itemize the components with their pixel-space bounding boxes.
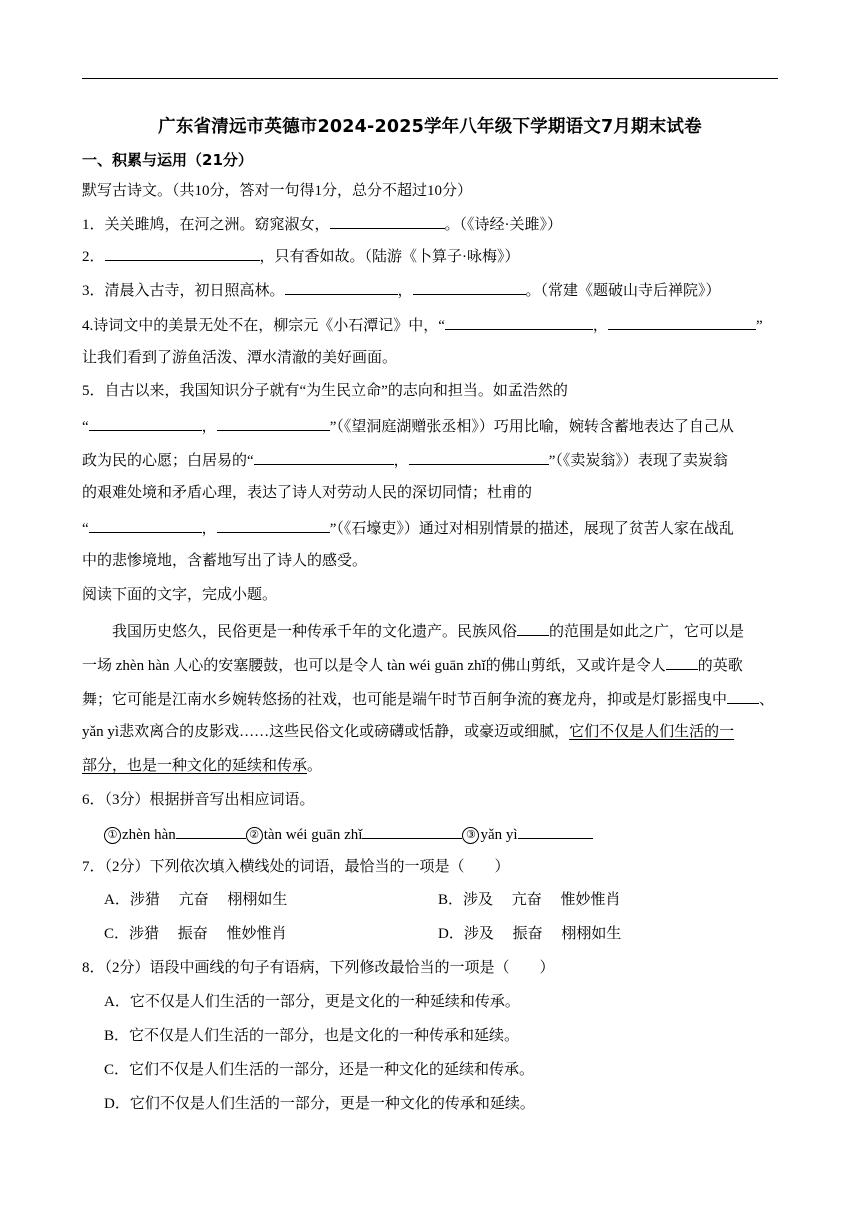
passage-text: yǎn yì悲欢离合的皮影戏……这些民俗文化或磅礴或恬静，或豪迈或细腻，	[82, 724, 570, 740]
q7-option-a[interactable]: A．涉猎 亢奋 栩栩如生	[104, 892, 288, 908]
passage-line-1	[112, 620, 744, 642]
q5-line-3	[82, 449, 728, 471]
answer-blank[interactable]	[413, 279, 526, 295]
answer-blank[interactable]	[217, 517, 330, 533]
passage-line-3	[82, 688, 774, 710]
passage-blank[interactable]	[517, 620, 549, 636]
reading-instructions: 阅读下面的文字，完成小题。	[82, 587, 278, 603]
underlined-sentence: 它们不仅是人们生活的一	[569, 724, 735, 740]
q5-line-2	[82, 415, 734, 437]
q4-continuation: 让我们看到了游鱼活泼、潭水清澈的美好画面。	[82, 350, 398, 366]
number-2-icon: ②	[246, 827, 263, 844]
passage-text: 一场 zhèn hàn 人心的安塞腰鼓，也可以是令人 tàn wéi guān zhǐ的佛山剪纸，又或许是令人	[82, 658, 666, 674]
q4-text: 4.诗词文中的美景无处不在，柳宗元《小石潭记》中，“	[82, 318, 445, 334]
passage-blank[interactable]	[727, 688, 759, 704]
q8-option-d[interactable]: D．它们不仅是人们生活的一部分，更是一种文化的传承和延续。	[104, 1096, 535, 1112]
q6-items	[104, 823, 593, 845]
pinyin: zhèn hàn	[122, 827, 176, 843]
q5-text: 政为民的心愿；白居易的“	[82, 453, 254, 469]
open-quote: “	[82, 521, 89, 537]
q8-option-c[interactable]: C．它们不仅是人们生活的一部分，还是一种文化的延续和传承。	[104, 1062, 535, 1078]
passage-text: 的英歌	[697, 658, 743, 674]
comma: ，	[201, 419, 217, 435]
passage-line-2	[82, 654, 743, 676]
answer-blank[interactable]	[217, 415, 330, 431]
question-5: 5．自古以来，我国知识分子就有“为生民立命”的志向和担当。如孟浩然的	[82, 383, 568, 399]
passage-line-4	[82, 722, 734, 742]
answer-blank[interactable]	[608, 314, 756, 330]
answer-blank[interactable]	[518, 823, 593, 839]
answer-blank[interactable]	[362, 823, 462, 839]
question-4	[82, 314, 763, 336]
q5-text: ”（《石壕吏》）通过对相别情景的描述，展现了贫苦人家在战乱	[329, 521, 734, 537]
q5-line-4: 的艰难处境和矛盾心理，表达了诗人对劳动人民的深切同情；杜甫的	[82, 485, 533, 501]
passage-blank[interactable]	[666, 654, 698, 670]
answer-blank[interactable]	[254, 449, 394, 465]
section-heading: 一、积累与运用（21分）	[82, 151, 253, 169]
open-quote: “	[82, 419, 89, 435]
q5-line-5	[82, 517, 734, 539]
q8-option-b[interactable]: B．它不仅是人们生活的一部分，也是文化的一种传承和延续。	[104, 1028, 520, 1044]
answer-blank[interactable]	[105, 245, 260, 261]
passage-text: 的范围是如此之广，它可以是	[549, 624, 745, 640]
q1-source: 。（《诗经·关雎》）	[444, 217, 563, 233]
comma: ，	[393, 453, 409, 469]
comma: ，	[397, 283, 413, 299]
q5-text: ”（《卖炭翁》）表现了卖炭翁	[548, 453, 728, 469]
q8-option-a[interactable]: A．它不仅是人们生活的一部分，更是文化的一种延续和传承。	[104, 994, 520, 1010]
pinyin: yǎn yì	[480, 827, 518, 843]
question-1	[82, 213, 562, 235]
passage-text: 我国历史悠久，民俗更是一种传承千年的文化遗产。民族风俗	[112, 624, 518, 640]
answer-blank[interactable]	[330, 213, 445, 229]
q5-line-6: 中的悲惨境地，含蓄地写出了诗人的感受。	[82, 553, 368, 569]
header-rule	[82, 78, 778, 79]
answer-blank[interactable]	[445, 314, 593, 330]
instructions: 默写古诗文。（共10分，答对一句得1分，总分不超过10分）	[82, 183, 473, 199]
q2-number: 2．	[82, 249, 105, 265]
comma: ，	[592, 318, 608, 334]
question-7: 7．（2分）下列依次填入横线处的词语，最恰当的一项是（ ）	[82, 859, 510, 875]
number-3-icon: ③	[462, 827, 479, 844]
q3-text: 3．清晨入古寺，初日照高林。	[82, 283, 285, 299]
answer-blank[interactable]	[89, 415, 202, 431]
answer-blank[interactable]	[176, 823, 246, 839]
q5-text: ”（《望洞庭湖赠张丞相》）巧用比喻，婉转含蓄地表达了自己从	[329, 419, 734, 435]
period: 。	[307, 758, 323, 774]
answer-blank[interactable]	[409, 449, 549, 465]
q7-option-b[interactable]: B．涉及 亢奋 惟妙惟肖	[438, 892, 621, 908]
q7-option-c[interactable]: C．涉猎 振奋 惟妙惟肖	[104, 926, 287, 942]
passage-text: 、	[759, 692, 775, 708]
answer-blank[interactable]	[285, 279, 398, 295]
question-8: 8．（2分）语段中画线的句子有语病，下列修改最恰当的一项是（ ）	[82, 960, 555, 976]
q2-source: ，只有香如故。（陆游《卜算子·咏梅》）	[259, 249, 520, 265]
close-quote: ”	[755, 318, 763, 334]
pinyin: tàn wéi guān zhǐ	[263, 827, 363, 843]
passage-line-5	[82, 756, 322, 776]
number-1-icon: ①	[104, 827, 121, 844]
question-2	[82, 245, 520, 267]
q1-text: 1．关关雎鸠，在河之洲。窈窕淑女，	[82, 217, 330, 233]
underlined-sentence: 部分，也是一种文化的延续和传承	[82, 758, 308, 774]
q7-option-d[interactable]: D．涉及 振奋 栩栩如生	[438, 926, 622, 942]
passage-text: 舞；它可能是江南水乡婉转悠扬的社戏，也可能是端午时节百舸争流的赛龙舟，抑或是灯影摇曳中	[82, 692, 728, 708]
q3-source: 。（常建《题破山寺后禅院》）	[525, 283, 721, 299]
question-6: 6．（3分）根据拼音写出相应词语。	[82, 792, 315, 808]
question-3	[82, 279, 721, 301]
page-title: 广东省清远市英德市2024-2025学年八年级下学期语文7月期末试卷	[158, 117, 702, 137]
comma: ，	[201, 521, 217, 537]
answer-blank[interactable]	[89, 517, 202, 533]
